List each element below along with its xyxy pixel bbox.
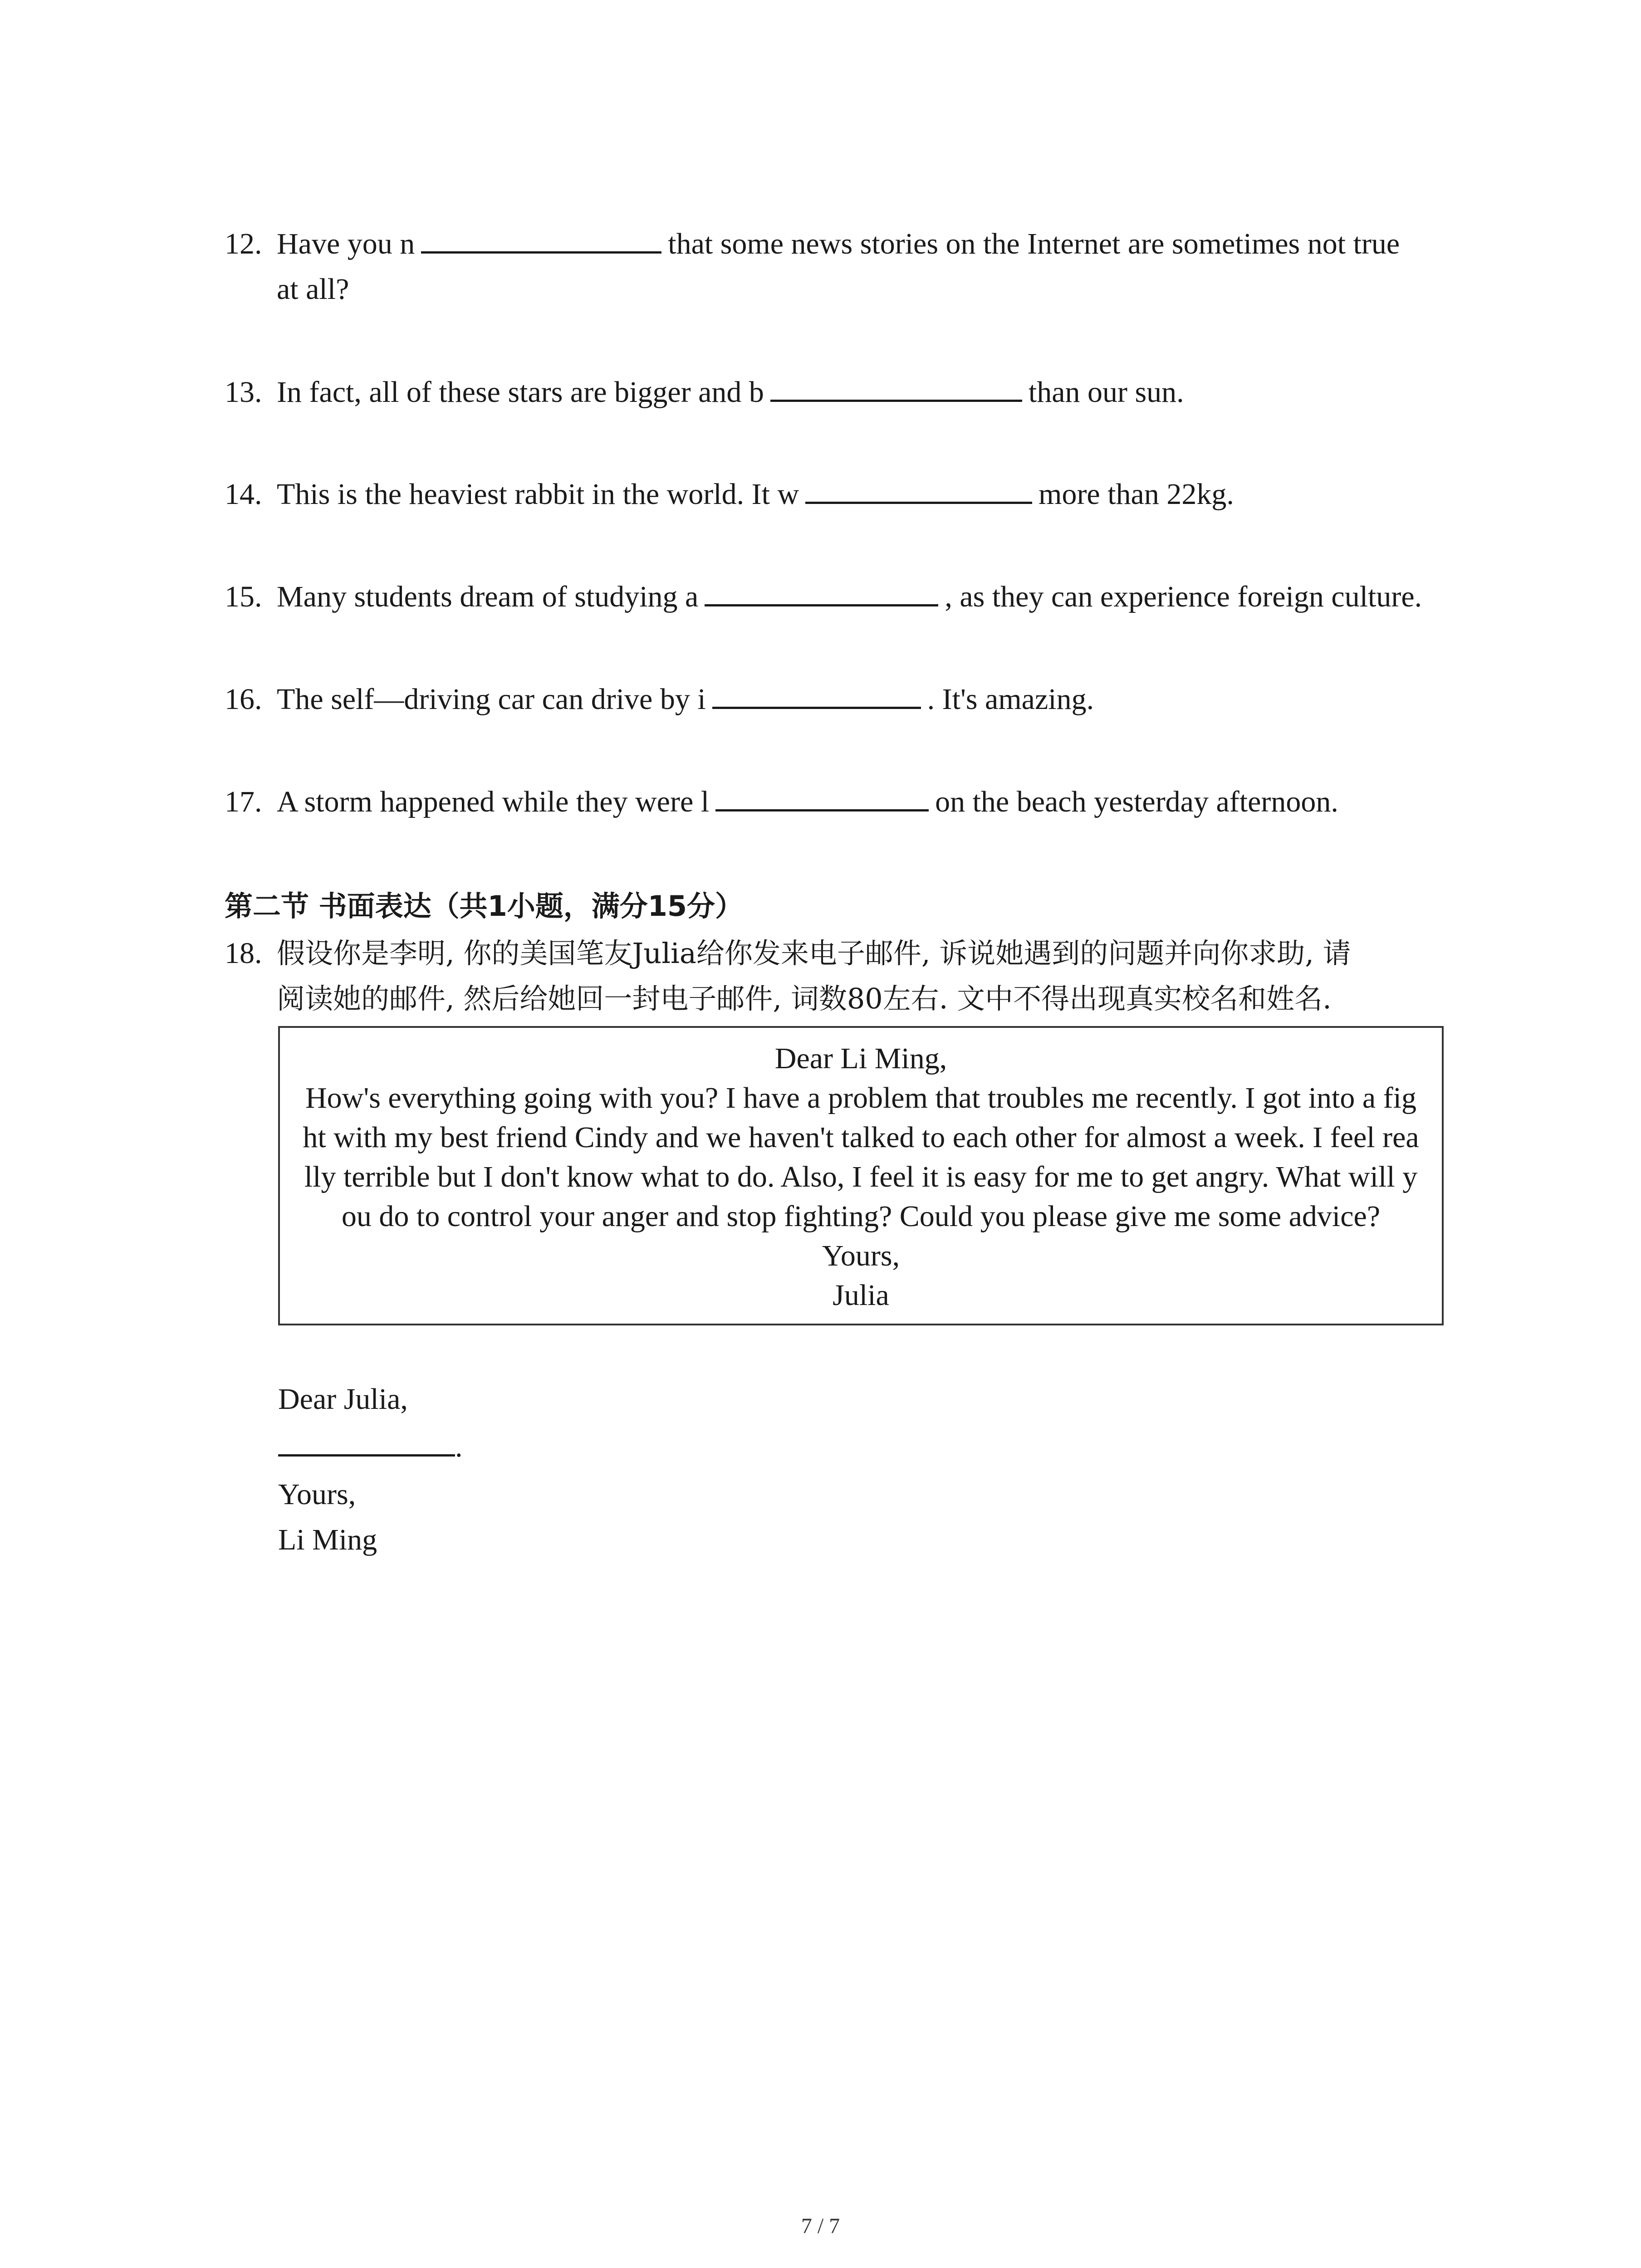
question-13: [225, 370, 1450, 415]
answer-blank[interactable]: [715, 781, 929, 811]
email-box: [278, 1026, 1444, 1325]
section-title: 第二节 书面表达（共1小题，满分15分）: [225, 890, 744, 923]
question-text-continued: at all?: [277, 273, 349, 306]
reply-answer-line: [278, 1424, 463, 1470]
question-text-after: than our sun.: [1028, 376, 1184, 409]
answer-blank[interactable]: [805, 474, 1032, 504]
answer-blank[interactable]: [770, 371, 1022, 402]
answer-blank[interactable]: [705, 576, 938, 606]
question-number: 12.: [225, 227, 262, 260]
question-16: [225, 677, 1450, 722]
email-closing: Yours,: [822, 1239, 900, 1272]
email-body-line: ht with my best friend Cindy and we haven't talked to each other for almost a week. I feel rea: [303, 1121, 1419, 1154]
question-prompt-line-2: 阅读她的邮件, 然后给她回一封电子邮件, 词数80左右. 文中不得出现真实校名和姓名.: [277, 982, 1332, 1015]
question-text-before: Have you n: [277, 227, 415, 260]
question-12: [225, 221, 1450, 312]
question-15: [225, 574, 1450, 620]
email-greeting: Dear Li Ming,: [774, 1042, 947, 1075]
reply-blank-period: .: [455, 1430, 463, 1463]
question-text-before: This is the heaviest rabbit in the world. It w: [277, 478, 799, 511]
question-number: 18.: [225, 937, 262, 970]
question-17: [225, 779, 1450, 825]
email-body-line: How's everything going with you? I have a problem that troubles me recently. I got into a fig: [305, 1081, 1416, 1114]
email-signature: Julia: [833, 1279, 889, 1312]
question-text-after: on the beach yesterday afternoon.: [935, 785, 1338, 818]
question-number: 15.: [225, 580, 262, 613]
question-text-before: Many students dream of studying a: [277, 580, 699, 613]
question-text-before: The self—driving car can drive by i: [277, 683, 706, 716]
question-14: [225, 472, 1450, 517]
question-text-after: , as they can experience foreign culture.: [945, 580, 1422, 613]
question-18: [225, 931, 1450, 1022]
question-number: 14.: [225, 478, 262, 511]
reply-closing: Yours,: [278, 1478, 356, 1511]
question-text-after: that some news stories on the Internet are sometimes not true: [668, 227, 1400, 260]
email-body-line: lly terrible but I don't know what to do. Also, I feel it is easy for me to get angry. What will y: [304, 1160, 1418, 1193]
reply-greeting: Dear Julia,: [278, 1383, 408, 1416]
reply-signature: Li Ming: [278, 1523, 377, 1556]
question-text-after: . It's amazing.: [927, 683, 1094, 716]
question-number: 16.: [225, 683, 262, 716]
email-body-line: ou do to control your anger and stop fighting? Could you please give me some advice?: [341, 1200, 1381, 1233]
question-text-after: more than 22kg.: [1038, 478, 1234, 511]
page-number: 7 / 7: [801, 2214, 840, 2238]
question-number: 13.: [225, 376, 262, 409]
question-number: 17.: [225, 785, 262, 818]
answer-blank[interactable]: [712, 679, 921, 709]
question-text-before: In fact, all of these stars are bigger and b: [277, 376, 764, 409]
answer-blank[interactable]: [278, 1426, 455, 1457]
question-prompt-line-1: 假设你是李明, 你的美国笔友Julia给你发来电子邮件, 诉说她遇到的问题并向你求助, 请: [277, 937, 1351, 970]
answer-blank[interactable]: [421, 223, 661, 254]
question-text-before: A storm happened while they were l: [277, 785, 710, 818]
